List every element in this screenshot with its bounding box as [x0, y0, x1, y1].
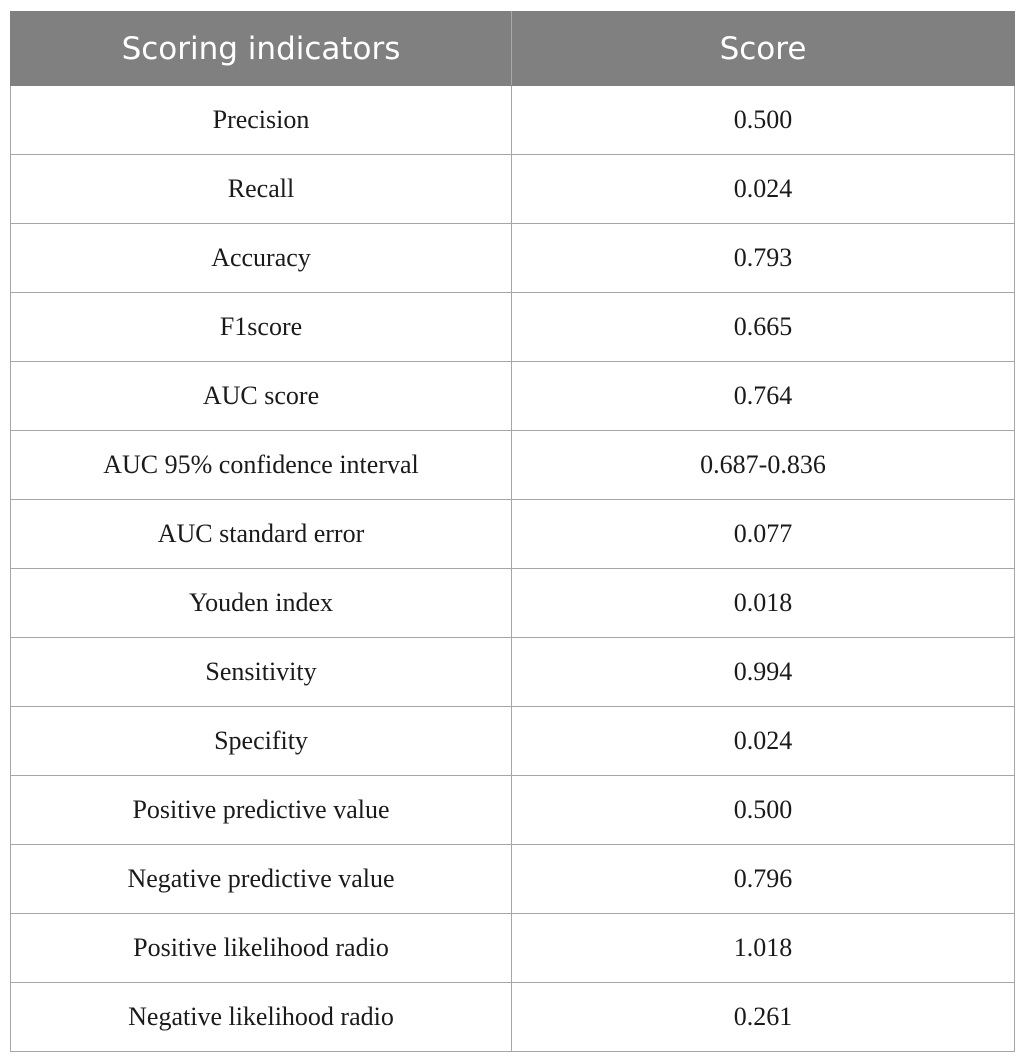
- score-cell: 1.018: [512, 914, 1015, 983]
- table-row: [11, 362, 1015, 431]
- score-cell: 0.764: [512, 362, 1015, 431]
- table-header: [11, 12, 1015, 86]
- scoring-table-container: [10, 11, 1014, 1052]
- table-row: [11, 707, 1015, 776]
- table-row: [11, 431, 1015, 500]
- table-row: [11, 914, 1015, 983]
- table-row: [11, 569, 1015, 638]
- header-scoring-indicators: Scoring indicators: [11, 12, 512, 86]
- header-score: Score: [512, 12, 1015, 86]
- indicator-cell: F1score: [11, 293, 512, 362]
- score-cell: 0.665: [512, 293, 1015, 362]
- indicator-cell: Sensitivity: [11, 638, 512, 707]
- indicator-cell: Recall: [11, 155, 512, 224]
- score-cell: 0.018: [512, 569, 1015, 638]
- indicator-cell: Negative likelihood radio: [11, 983, 512, 1052]
- scoring-table: [10, 11, 1015, 1052]
- score-cell: 0.024: [512, 155, 1015, 224]
- table-row: [11, 983, 1015, 1052]
- indicator-cell: Specifity: [11, 707, 512, 776]
- indicator-cell: Positive predictive value: [11, 776, 512, 845]
- indicator-cell: AUC standard error: [11, 500, 512, 569]
- score-cell: 0.796: [512, 845, 1015, 914]
- indicator-cell: Accuracy: [11, 224, 512, 293]
- score-cell: 0.077: [512, 500, 1015, 569]
- table-row: [11, 293, 1015, 362]
- indicator-cell: AUC 95% confidence interval: [11, 431, 512, 500]
- table-row: [11, 155, 1015, 224]
- score-cell: 0.994: [512, 638, 1015, 707]
- score-cell: 0.687-0.836: [512, 431, 1015, 500]
- table-row: [11, 776, 1015, 845]
- table-row: [11, 86, 1015, 155]
- indicator-cell: Negative predictive value: [11, 845, 512, 914]
- indicator-cell: Precision: [11, 86, 512, 155]
- indicator-cell: AUC score: [11, 362, 512, 431]
- table-body: [11, 86, 1015, 1052]
- table-row: [11, 638, 1015, 707]
- score-cell: 0.024: [512, 707, 1015, 776]
- header-row: [11, 12, 1015, 86]
- indicator-cell: Positive likelihood radio: [11, 914, 512, 983]
- score-cell: 0.500: [512, 776, 1015, 845]
- indicator-cell: Youden index: [11, 569, 512, 638]
- table-row: [11, 500, 1015, 569]
- score-cell: 0.500: [512, 86, 1015, 155]
- score-cell: 0.793: [512, 224, 1015, 293]
- table-row: [11, 224, 1015, 293]
- table-row: [11, 845, 1015, 914]
- score-cell: 0.261: [512, 983, 1015, 1052]
